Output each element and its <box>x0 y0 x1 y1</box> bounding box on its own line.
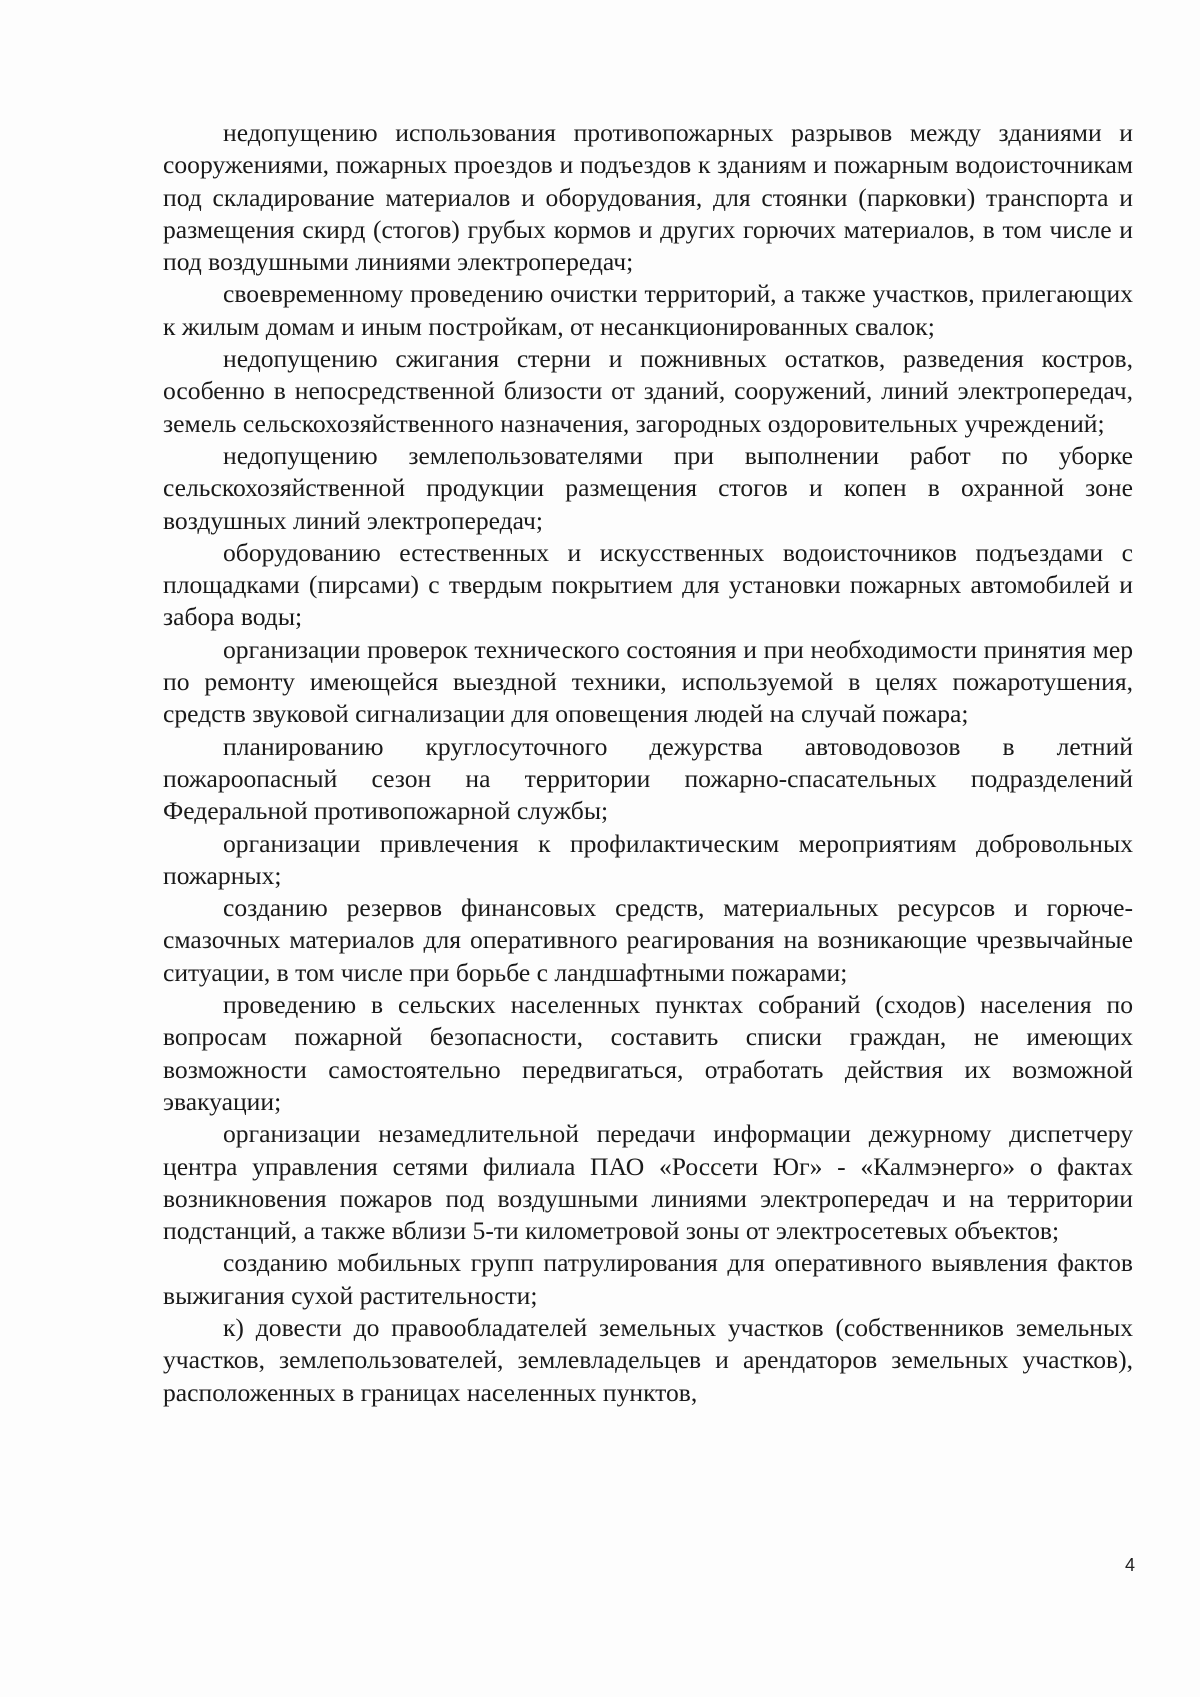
paragraph: оборудованию естественных и искусственных водоисточников подъездами с площадками (пирсами) с твердым покрытием для установки пожарных автомобилей и забора воды; <box>163 537 1133 632</box>
paragraph: организации проверок технического состояния и при необходимости принятия мер по ремонту имеющейся выездной техники, используемой в целях пожаротушения, средств звуковой сигнализации для оповещения людей на случай пожара; <box>163 634 1133 729</box>
paragraph: созданию мобильных групп патрулирования для оперативного выявления фактов выжигания сухой растительности; <box>163 1248 1133 1310</box>
page-number: 4 <box>1125 1555 1136 1575</box>
paragraph: организации незамедлительной передачи информации дежурному диспетчеру центра управления сетями филиала ПАО «Россети Юг» - «Калмэнерго» о фактах возникновения пожаров под воздушными линиями электропередач и на территории подстанций, а также вблизи 5-ти километровой зоны от электросетевых объектов; <box>163 1119 1133 1246</box>
paragraph: недопущению сжигания стерни и пожнивных остатков, разведения костров, особенно в непосредственной близости от зданий, сооружений, линий электропередач, земель сельскохозяйственного назначения, загородных оздоровительных учреждений; <box>163 344 1133 438</box>
paragraph: к) довести до правообладателей земельных участков (собственников земельных участков, землепользователей, землевладельцев и арендаторов земельных участков), расположенных в границах населенных пунктов, <box>163 1312 1133 1407</box>
paragraph: созданию резервов финансовых средств, материальных ресурсов и горюче-смазочных материалов для оперативного реагирования на возникающие чрезвычайные ситуации, в том числе при борьбе с ландшафтными пожарами; <box>163 893 1133 987</box>
paragraph: недопущению использования противопожарных разрывов между зданиями и сооружениями, пожарных проездов и подъездов к зданиям и пожарным водоисточникам под складирование материалов и оборудования, для стоянки (парковки) транспорта и размещения скирд (стогов) грубых кормов и других горючих материалов, в том числе и под воздушными линиями электропередач; <box>163 118 1133 277</box>
paragraph: недопущению землепользователями при выполнении работ по уборке сельскохозяйственной продукции размещения стогов и копен в охранной зоне воздушных линий электропередач; <box>163 440 1133 535</box>
body-text <box>163 117 1133 1409</box>
paragraph: проведению в сельских населенных пунктах собраний (сходов) населения по вопросам пожарной безопасности, составить списки граждан, не имеющих возможности самостоятельно передвигаться, отработать действия их возможной эвакуации; <box>163 990 1133 1116</box>
paragraph: организации привлечения к профилактическим мероприятиям добровольных пожарных; <box>163 828 1133 890</box>
paragraph: своевременному проведению очистки территорий, а также участков, прилегающих к жилым домам и иным постройкам, от несанкционированных свалок; <box>163 279 1133 341</box>
paragraph: планированию круглосуточного дежурства автоводовозов в летний пожароопасный сезон на территории пожарно-спасательных подразделений Федеральной противопожарной службы; <box>163 731 1133 826</box>
